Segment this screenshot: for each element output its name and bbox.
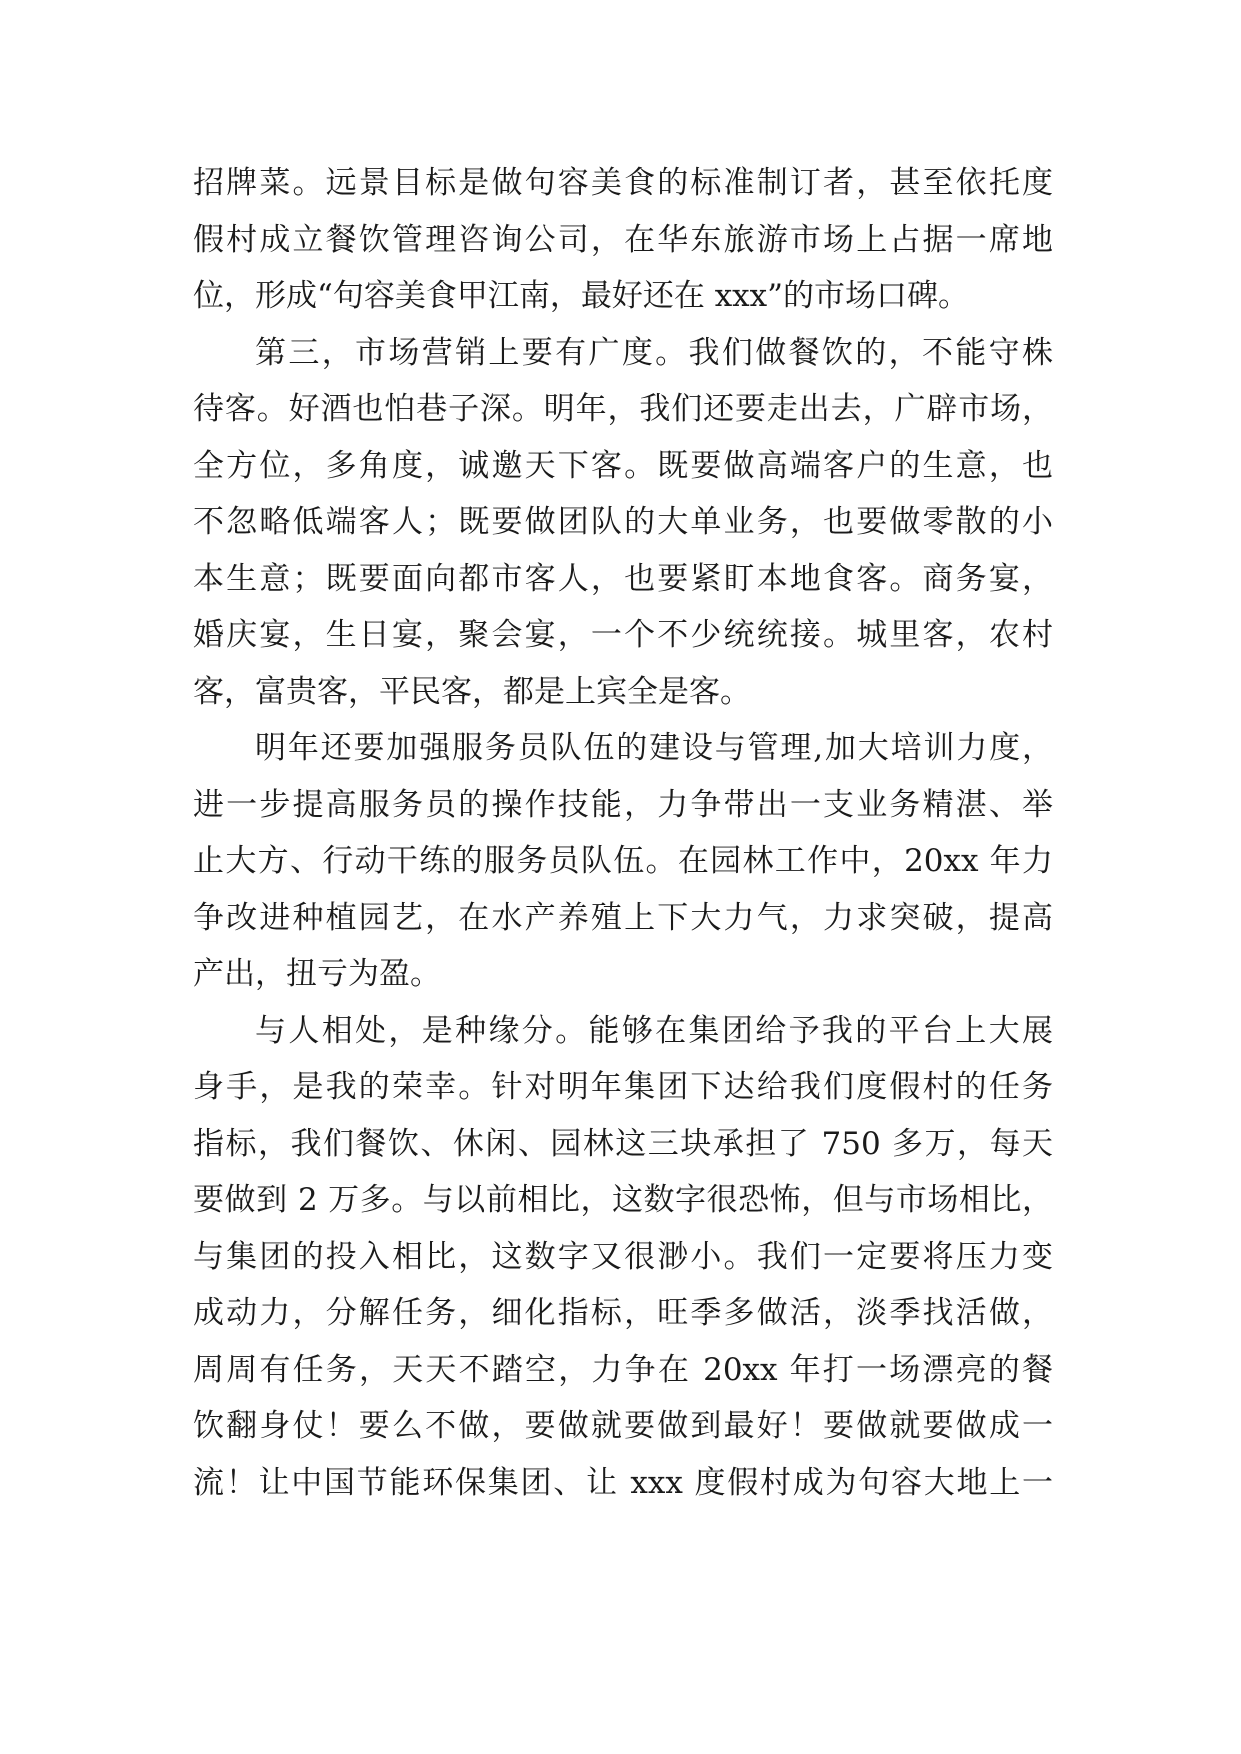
text-line: 不忽略低端客人；既要做团队的大单业务，也要做零散的小 [193, 504, 1053, 540]
text-line: 本生意；既要面向都市客人，也要紧盯本地食客。商务宴， [193, 560, 1053, 597]
text-line: 争改进种植园艺，在水产养殖上下大力气，力求突破，提高 [193, 899, 1053, 936]
text-line: 与人相处，是种缘分。能够在集团给予我的平台上大展 [255, 1012, 1053, 1049]
body-text [193, 155, 1053, 1511]
text-line: 与集团的投入相比，这数字又很渺小。我们一定要将压力变 [193, 1238, 1053, 1275]
text-line: 进一步提高服务员的操作技能，力争带出一支业务精湛、举 [193, 786, 1053, 823]
text-line: 身手，是我的荣幸。针对明年集团下达给我们度假村的任务 [193, 1069, 1053, 1105]
text-line: 第三，市场营销上要有广度。我们做餐饮的，不能守株 [255, 334, 1053, 371]
text-line: 周周有任务，天天不踏空，力争在 20xx 年打一场漂亮的餐 [193, 1351, 1053, 1388]
text-line: 要做到 2 万多。与以前相比，这数字很恐怖，但与市场相比， [193, 1182, 1053, 1218]
text-line: 位，形成“句容美食甲江南，最好还在 xxx”的市场口碑。 [193, 278, 969, 314]
text-line: 止大方、行动干练的服务员队伍。在园林工作中，20xx 年力 [193, 843, 1053, 879]
text-line: 招牌菜。远景目标是做句容美食的标准制订者，甚至依托度 [193, 165, 1053, 201]
text-line: 产出，扭亏为盈。 [193, 956, 441, 992]
text-line: 流！让中国节能环保集团、让 xxx 度假村成为句容大地上一 [193, 1464, 1053, 1501]
text-line: 客，富贵客，平民客，都是上宾全是客。 [193, 673, 751, 710]
text-line: 指标，我们餐饮、休闲、园林这三块承担了 750 多万，每天 [193, 1125, 1053, 1162]
text-line: 明年还要加强服务员队伍的建设与管理,加大培训力度， [255, 730, 1053, 766]
text-line: 成动力，分解任务，细化指标，旺季多做活，淡季找活做， [193, 1295, 1053, 1331]
text-line: 全方位，多角度，诚邀天下客。既要做高端客户的生意，也 [193, 447, 1053, 484]
text-line: 饮翻身仗！要么不做，要做就要做到最好！要做就要做成一 [193, 1408, 1053, 1444]
text-line: 假村成立餐饮管理咨询公司，在华东旅游市场上占据一席地 [193, 221, 1053, 258]
text-line: 待客。好酒也怕巷子深。明年，我们还要走出去，广辟市场， [193, 391, 1053, 427]
text-line: 婚庆宴，生日宴，聚会宴，一个不少统统接。城里客，农村 [193, 617, 1053, 653]
